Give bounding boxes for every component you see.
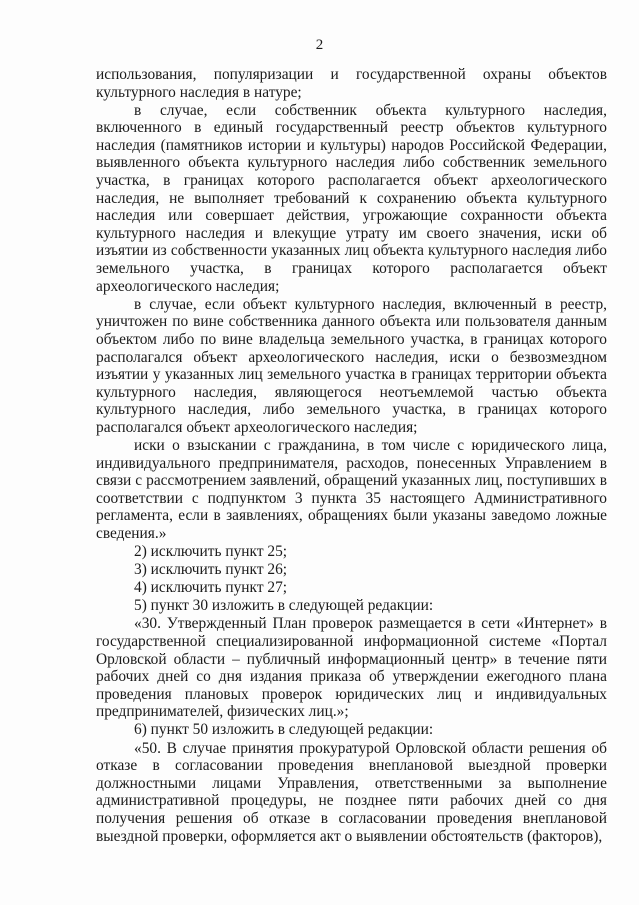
page-number: 2 xyxy=(315,37,324,53)
paragraph-clause-30: «30. Утвержденный План проверок размещается в сети «Интернет» в государственной специализированной информационной системе «Портал Орловской области – публичный информационный центр» в течение пяти рабочих дней со дня издания приказа об утверждении ежегодного плана проведения плановых проверок юридических лиц и индивидуальных предпринимателей, физических лиц.»; xyxy=(96,615,607,721)
list-item-exclude-25: 2) исключить пункт 25; xyxy=(134,543,288,561)
document-body xyxy=(96,66,607,845)
paragraph-free-seizure-claims: в случае, если объект культурного наследия, включенный в реестр, уничтожен по вине собственника данного объекта или пользователя данным объектом либо по вине владельца земельного участка, в границах которого располагался объект археологического наследия, иски о безвозмездном изъятии у указанных лиц земельного участка в границах территории объекта культурного наследия, являющегося неотъемлемой частью объекта культурного наследия, либо земельного участка, в границах которого располагался объект археологического наследия; xyxy=(96,295,607,436)
paragraph-clause-50: «50. В случае принятия прокуратурой Орловской области решения об отказе в согласовании проведения внеплановой выездной проверки должностными лицами Управления, ответственными за выполнение административной процедуры, не позднее пяти рабочих дней со дня получения решения об отказе в согласовании проведения внеплановой выездной проверки, оформляется акт о выявлении обстоятельств (факторов), xyxy=(96,739,607,845)
paragraph-continuation: использования, популяризации и государственной охраны объектов культурного наследия в натуре; xyxy=(96,66,607,101)
list-item-exclude-26: 3) исключить пункт 26; xyxy=(134,561,288,579)
paragraph-seizure-claims: в случае, если собственник объекта культурного наследия, включенного в единый государственный реестр объектов культурного наследия (памятников истории и культуры) народов Российской Федерации, выявленного объекта культурного наследия либо собственник земельного участка, в границах которого располагается объект археологического наследия, не выполняет требований к сохранению объекта культурного наследия или совершает действия, угрожающие сохранности объекта культурного наследия и влекущие утрату им своего значения, иски об изъятии из собственности указанных лиц объекта культурного наследия либо земельного участка, в границах которого располагается объект археологического наследия; xyxy=(96,101,607,295)
list-item-amend-30: 5) пункт 30 изложить в следующей редакции: xyxy=(134,597,434,615)
list-item-amend-50: 6) пункт 50 изложить в следующей редакции: xyxy=(134,721,434,739)
paragraph-expense-recovery-claims: иски о взыскании с гражданина, в том числе с юридического лица, индивидуального предпринимателя, расходов, понесенных Управлением в связи с рассмотрением заявлений, обращений указанных лиц, поступивших в соответствии с подпунктом 3 пункта 35 настоящего Административного регламента, если в заявлениях, обращениях были указаны заведомо ложные сведения.» xyxy=(96,436,607,542)
list-item-exclude-27: 4) исключить пункт 27; xyxy=(134,579,288,597)
